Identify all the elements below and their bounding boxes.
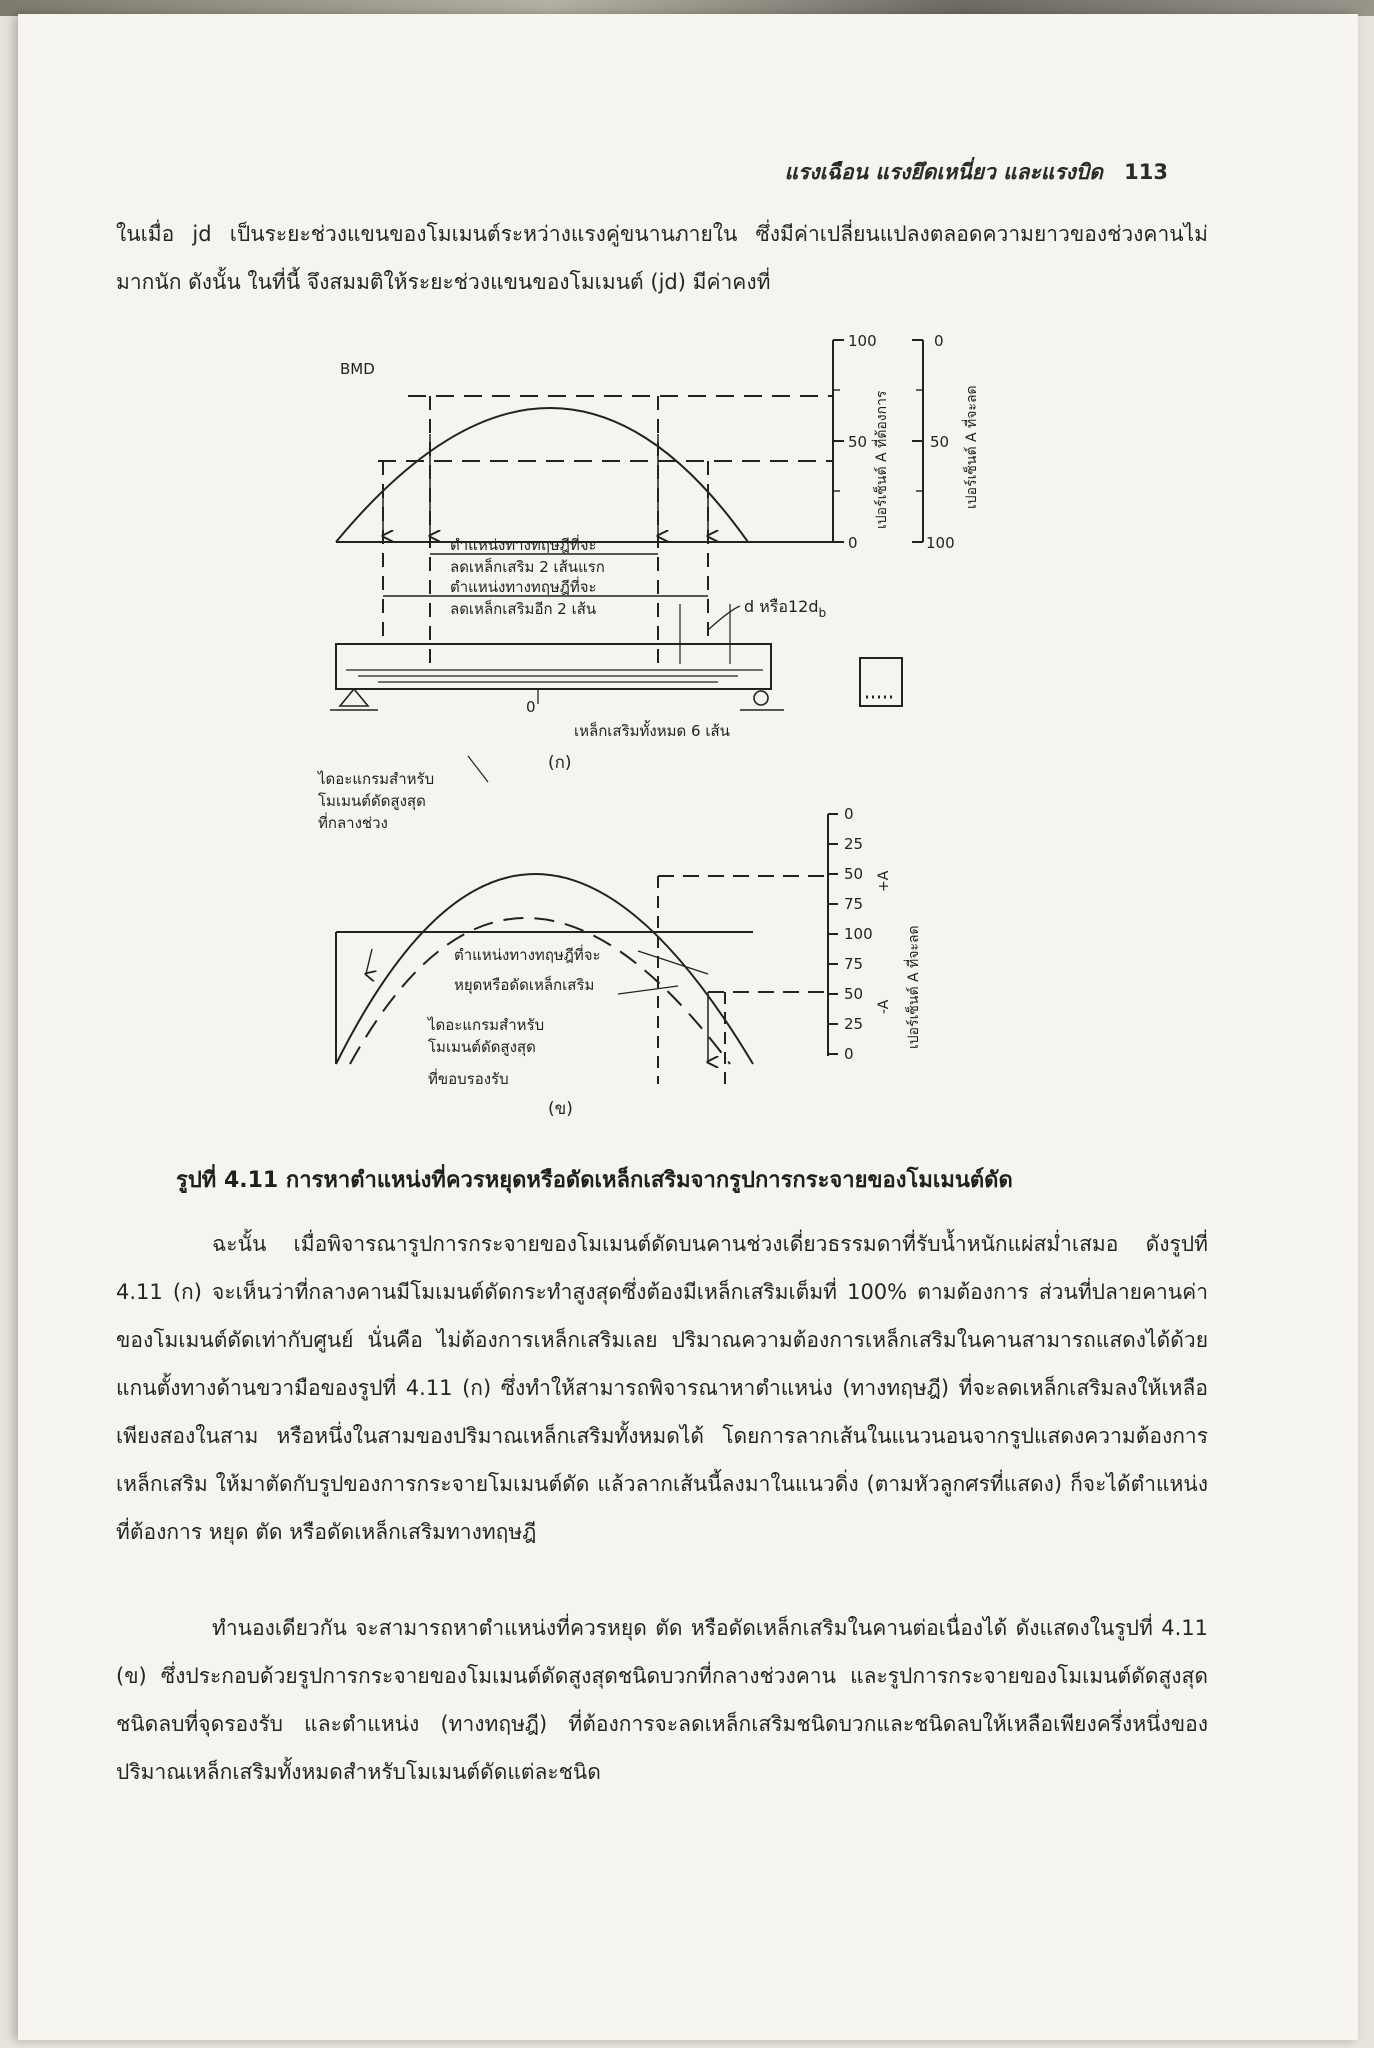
book-page [18,14,1358,2040]
tick-b-2: 50 [844,865,864,883]
tick-b-0: 0 [844,805,854,823]
label-midspan-2: โมเมนต์ดัดสูงสุด [318,792,426,810]
paragraph-3: ทำนองเดียวกัน จะสามารถหาตำแหน่งที่ควรหยุด ตัด หรือดัดเหล็กเสริมในคานต่อเนื่องได้ ดังแสดงในรูปที่ 4.11 (ข) ซึ่งประกอบด้วยรูปการกระจายของโมเมนต์ดัดสูงสุดชนิดบวกที่กลางช่วงคาน และรูปการกระจายของโมเมนต์ดัดสูงสุดชนิดลบที่จุดรองรับ และตำแหน่ง (ทางทฤษฎี) ที่ต้องการจะลดเหล็กเสริมชนิดบวกและชนิดลบให้เหลือเพียงครึ่งหนึ่งของปริมาณเหล็กเสริมทั้งหมดสำหรับโมเมนต์ดัดแต่ละชนิด [116,1616,1208,1784]
tick-b-8: 0 [844,1045,854,1063]
zero-label: 0 [526,698,536,716]
label-second-cut-1: ตำแหน่งทางทฤษฎีที่จะ [450,578,597,596]
running-header [785,156,1169,189]
tick-b-5: 75 [844,955,864,973]
label-second-cut-2: ลดเหล็กเสริมอีก 2 เส้น [450,600,597,618]
figure-a-sublabel: (ก) [548,753,572,773]
figure-b-labels [317,770,922,1119]
tick-reduce-50: 50 [930,433,950,451]
paragraph-2: ฉะนั้น เมื่อพิจารณารูปการกระจายของโมเมนต์ดัดบนคานช่วงเดี่ยวธรรมดาที่รับน้ำหนักแผ่สม่ำเสมอ ดังรูปที่ 4.11 (ก) จะเห็นว่าที่กลางคานมีโมเมนต์ดัดกระทำสูงสุดซึ่งต้องมีเหล็กเสริมเต็มที่ 100% ตามต้องการ ส่วนที่ปลายคานค่าของโมเมนต์ดัดเท่ากับศูนย์ นั่นคือ ไม่ต้องการเหล็กเสริมเลย ปริมาณความต้องการเหล็กเสริมในคานสามารถแสดงได้ด้วยแกนตั้งทางด้านขวามือของรูปที่ 4.11 (ก) ซึ่งทำให้สามารถพิจารณาหาตำแหน่ง (ทางทฤษฎี) ที่จะลดเหล็กเสริมลงให้เหลือเพียงสองในสาม หรือหนึ่งในสามของปริมาณเหล็กเสริมทั้งหมดได้ โดยการลากเส้นในแนวนอนจากรูปแสดงความต้องการเหล็กเสริม ให้มาตัดกับรูปของการกระจายโมเมนต์ดัด แล้วลากเส้นนี้ลงมาในแนวดิ่ง (ตามหัวลูกศรที่แสดง) ก็จะได้ตำแหน่งที่ต้องการ หยุด ตัด หรือดัดเหล็กเสริมทางทฤษฎี [116,1232,1208,1544]
label-first-cut-1: ตำแหน่งทางทฤษฎีที่จะ [450,536,597,554]
figure-caption: รูปที่ 4.11 การหาตำแหน่งที่ควรหยุดหรือดัดเหล็กเสริมจากรูปการกระจายของโมเมนต์ดัด [176,1168,1013,1193]
tick-b-7: 25 [844,1015,864,1033]
bmd-curve [336,408,748,542]
label-midspan-3: ที่กลางช่วง [318,814,388,832]
beam-section [860,658,902,706]
label-midspan-1: ไดอะแกรมสำหรับ [318,770,435,788]
page-number: 113 [1124,160,1168,184]
minus-as-label: -A [876,999,892,1014]
axis-b-label: เปอร์เซ็นต์ A ที่จะลด [906,925,922,1049]
left-support [340,689,368,706]
right-support [754,691,768,705]
tick-b-3: 75 [844,895,864,913]
plus-as-label: +A [876,870,892,892]
tick-required-100: 100 [848,332,877,350]
label-cut-2: หยุดหรือดัดเหล็กเสริม [454,976,595,994]
label-support-1: ไดอะแกรมสำหรับ [428,1016,545,1034]
tick-b-4: 100 [844,925,873,943]
label-cut-1: ตำแหน่งทางทฤษฎีที่จะ [454,946,601,964]
tick-required-0: 0 [848,534,858,552]
tick-reduce-100: 100 [926,534,955,552]
label-support-2: โมเมนต์ดัดสูงสุด [428,1038,536,1056]
rebar-label: เหล็กเสริมทั้งหมด 6 เส้น [574,722,730,740]
tick-reduce-0: 0 [934,332,944,350]
bmd-label: BMD [340,360,375,378]
tick-required-50: 50 [848,433,868,451]
tick-b-1: 25 [844,835,864,853]
figure-a [330,340,923,710]
figure-4-11 [18,314,1358,1134]
figure-b-sublabel: (ข) [548,1099,573,1119]
label-first-cut-2: ลดเหล็กเสริม 2 เส้นแรก [450,558,605,576]
curve-midspan-solid [336,874,753,1064]
chapter-title: แรงเฉือน แรงยึดเหนี่ยว และแรงบิด [784,160,1103,184]
label-support-3: ที่ขอบรองรับ [428,1070,509,1088]
axis-required-label: เปอร์เซ็นต์ A ที่ต้องการ [874,390,890,529]
axis-reduce-label: เปอร์เซ็นต์ A ที่จะลด [964,385,980,509]
intro-paragraph: ในเมื่อ jd เป็นระยะช่วงแขนของโมเมนต์ระหว่างแรงคู่ขนานภายใน ซึ่งมีค่าเปลี่ยนแปลงตลอดความยาวของช่วงคานไม่มากนัก ดังนั้น ในที่นี้ จึงสมมติให้ระยะช่วงแขนของโมเมนต์ (jd) มีค่าคงที่ [116,222,1208,294]
d-label: d หรือ$12d_b$ [744,597,827,620]
tick-b-6: 50 [844,985,864,1003]
